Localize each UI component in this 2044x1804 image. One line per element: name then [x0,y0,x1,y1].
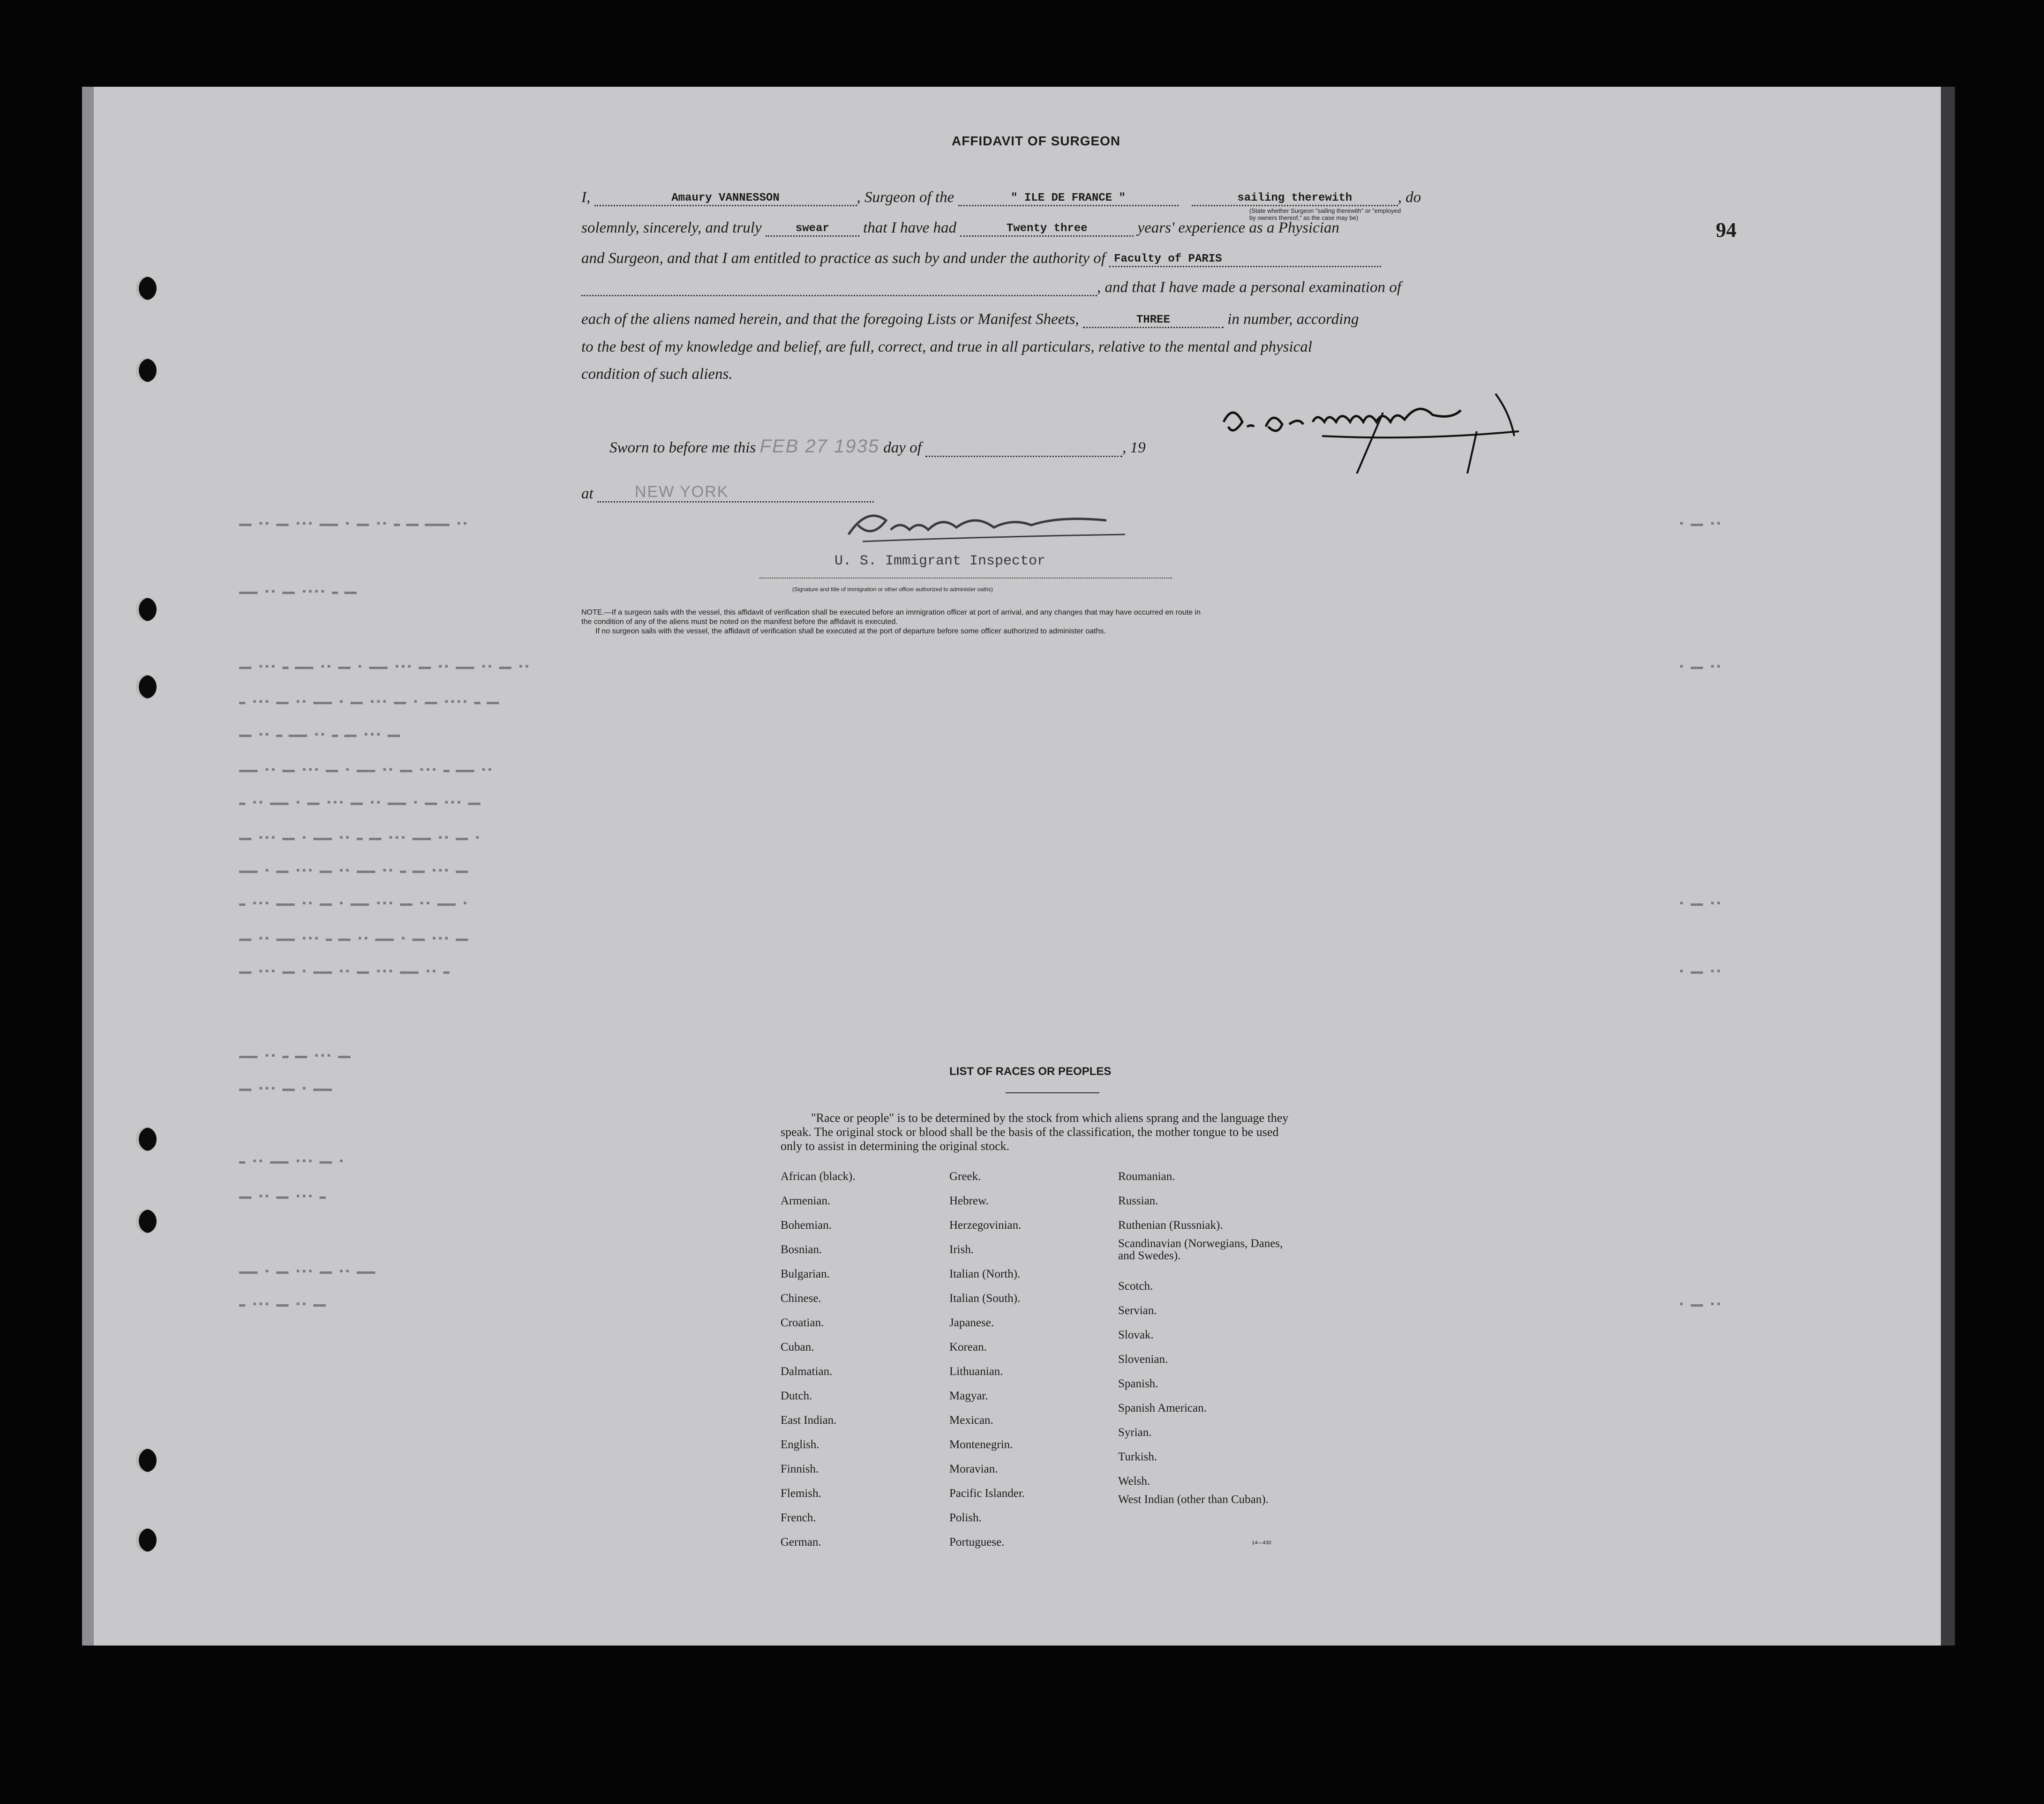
text-personal-examination: , and that I have made a personal examination of [1097,279,1401,296]
text-i: I, [581,189,591,206]
binder-hole [136,277,157,300]
affidavit-line-5 [581,309,1359,328]
race-item: Polish. [949,1511,982,1524]
officer-title: U. S. Immigrant Inspector [834,553,1046,569]
note-line-2: the condition of any of the aliens must be noted on the manifest before the affidavit is executed. [581,618,898,626]
month-field[interactable] [925,456,1122,457]
binder-hole [136,1128,157,1151]
text-at: at [581,485,594,502]
race-item: Croatian. [781,1316,824,1329]
race-item: French. [781,1511,816,1524]
race-item: Greek. [949,1170,981,1183]
race-item: Ruthenian (Russniak). [1118,1219,1223,1232]
sheets-count-field[interactable]: THREE [1136,314,1170,326]
text-day-of: day of [883,439,922,456]
race-item: Welsh. [1118,1475,1150,1488]
race-item: Syrian. [1118,1426,1152,1439]
officer-line [759,578,1172,579]
race-item: Slovak. [1118,1329,1154,1341]
surgeon-signature [1214,375,1556,474]
race-item: English. [781,1438,819,1451]
race-item: Turkish. [1118,1451,1157,1463]
oath-field[interactable]: swear [795,222,829,235]
binder-hole [136,1210,157,1233]
binder-hole [136,359,157,382]
race-item: Armenian. [781,1195,831,1207]
text-solemnly: solemnly, sincerely, and truly [581,219,762,236]
race-item: Italian (South). [949,1292,1021,1305]
race-item: Cuban. [781,1341,814,1353]
race-item: Bohemian. [781,1219,832,1232]
affidavit-line-2 [581,218,1339,237]
text-surgeon-of: , Surgeon of the [857,189,954,206]
authority-continued-field[interactable] [581,295,1097,296]
races-column-3 [1118,1165,1287,1506]
affidavit-line-3 [581,248,1381,267]
vessel-name-field[interactable]: " ILE DE FRANCE " [1011,192,1126,204]
text-do: , do [1398,189,1421,206]
race-item: Herzegovinian. [949,1219,1022,1232]
race-item: Dutch. [781,1390,812,1402]
place-stamp: NEW YORK [634,483,729,501]
years-field[interactable]: Twenty three [1006,222,1088,235]
race-item: Scotch. [1118,1280,1153,1293]
race-item: Lithuanian. [949,1365,1003,1378]
affidavit-line-1 [581,188,1421,206]
affidavit-line-7: condition of such aliens. [581,366,733,383]
races-title: LIST OF RACES OR PEOPLES [949,1065,1112,1078]
races-title-rule [1006,1092,1099,1093]
race-item: Slovenian. [1118,1353,1168,1366]
binder-hole [136,675,157,699]
race-item: Korean. [949,1341,987,1353]
race-item: Pacific Islander. [949,1487,1025,1500]
race-item: Magyar. [949,1390,988,1402]
text-years-experience: years' experience as a Physician [1137,219,1339,236]
sworn-line [609,436,1146,457]
affidavit-title: AFFIDAVIT OF SURGEON [952,134,1121,148]
race-item: Spanish American. [1118,1402,1207,1414]
race-item: East Indian. [781,1414,837,1427]
affidavit-line-4 [581,279,1401,296]
race-item: Bulgarian. [781,1268,830,1280]
race-item: German. [781,1536,821,1548]
at-line [581,483,874,503]
page-number: 94 [1716,218,1736,241]
race-item: Italian (North). [949,1268,1021,1280]
authority-field[interactable]: Faculty of PARIS [1114,253,1222,265]
text-each-of-the-aliens: each of the aliens named herein, and that the foregoing Lists or Manifest Sheets, [581,311,1079,328]
race-item: African (black). [781,1170,856,1183]
affidavit-line-6: to the best of my knowledge and belief, are full, correct, and true in all particulars, relative to the mental and physical [581,338,1312,355]
binder-hole [136,598,157,621]
race-item: Portuguese. [949,1536,1005,1548]
race-item: Moravian. [949,1463,998,1475]
races-column-2 [949,1165,1025,1555]
note-line-1: NOTE.—If a surgeon sails with the vessel, this affidavit of verification shall be executed before an immigration officer at port of arrival, and any changes that may have occurred en route in [581,609,1201,616]
text-i-have-had: that I have had [863,219,956,236]
text-nineteen: , 19 [1122,439,1146,456]
race-item: Roumanian. [1118,1170,1175,1183]
binder-hole [136,1528,157,1552]
sheet-right-edge [1941,87,1955,1646]
race-item: Mexican. [949,1414,993,1427]
officer-signature [844,506,1144,549]
race-item: Hebrew. [949,1195,989,1207]
sworn-date-stamp: FEB 27 1935 [759,436,880,457]
text-and-surgeon: and Surgeon, and that I am entitled to practice as such by and under the authority of [581,250,1105,267]
race-item: Chinese. [781,1292,821,1305]
surgeon-name-field[interactable]: Amaury VANNESSON [671,192,780,204]
sailing-note: (State whether Surgeon "sailing therewith" or "employed by owners thereof," as the case may be) [1249,207,1401,221]
binder-hole [136,1449,157,1472]
sailing-status-field[interactable]: sailing therewith [1237,192,1353,204]
race-item: Flemish. [781,1487,821,1500]
race-item: Scandinavian (Norwegians, Danes, and Swedes). [1118,1237,1283,1262]
race-item: West Indian (other than Cuban). [1118,1493,1269,1506]
race-item: Japanese. [949,1316,994,1329]
race-item: Spanish. [1118,1377,1158,1390]
race-item: Montenegrin. [949,1438,1013,1451]
race-item: Dalmatian. [781,1365,833,1378]
race-item: Irish. [949,1243,974,1256]
form-number: 14—430 [1252,1540,1271,1546]
race-item: Finnish. [781,1463,819,1475]
note-line-3: If no surgeon sails with the vessel, the affidavit of verification shall be executed at the port of departure before some officer authorized to administer oaths. [595,627,1106,635]
races-intro: "Race or people" is to be determined by the stock from which aliens sprang and the language they speak. The original stock or blood shall be the basis of the classification, the mother tongue to be used only to assist in determining the original stock. [781,1111,1289,1153]
officer-caption: (Signature and title of immigration or other officer authorized to administer oaths) [792,586,993,593]
text-in-number: in number, according [1227,311,1359,328]
race-item: Bosnian. [781,1243,822,1256]
races-column-1 [781,1165,856,1555]
race-item: Servian. [1118,1304,1157,1317]
race-item: Russian. [1118,1195,1158,1207]
text-sworn: Sworn to before me this [609,439,756,456]
